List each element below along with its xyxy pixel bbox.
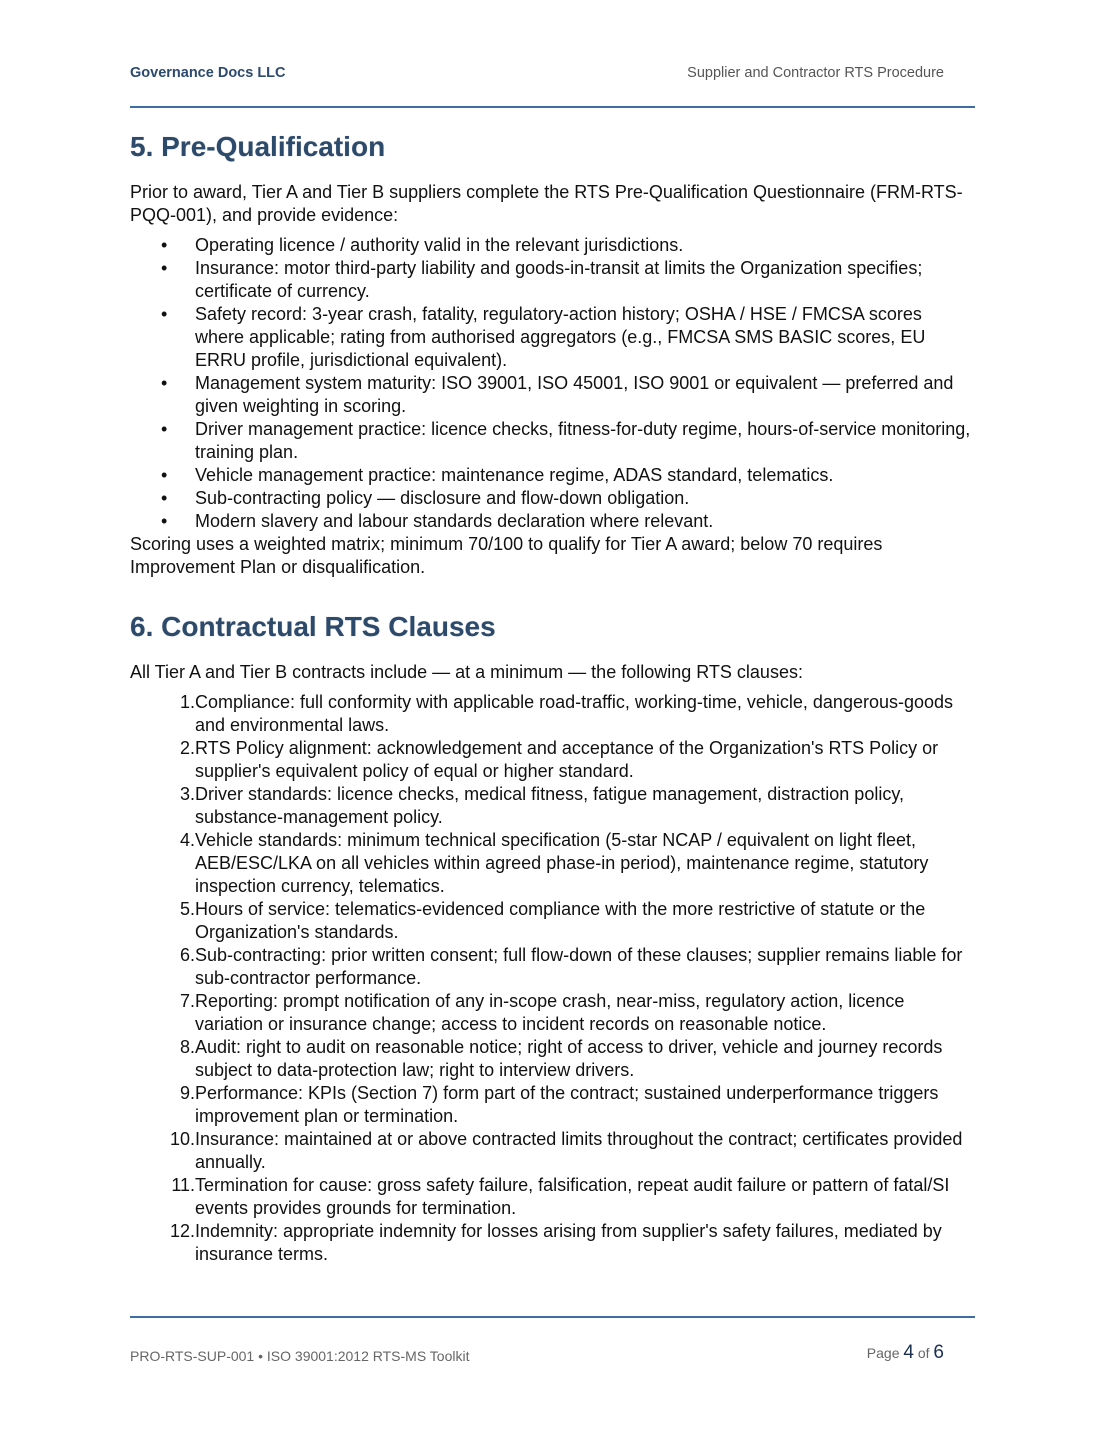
header-company-name: Governance Docs LLC (130, 65, 286, 81)
prequalification-evidence-list (130, 234, 975, 533)
list-item-text: Sub-contracting policy — disclosure and flow-down obligation. (195, 488, 690, 508)
header-document-title: Supplier and Contractor RTS Procedure (687, 65, 944, 81)
clause-text: Compliance: full conformity with applicable road-traffic, working-time, vehicle, dangerous-goods and environmental laws. (195, 692, 954, 735)
clause-text: Driver standards: licence checks, medical fitness, fatigue management, distraction policy, substance-management policy. (195, 784, 904, 827)
clause-text: Sub-contracting: prior written consent; full flow-down of these clauses; supplier remains liable for sub-contractor performance. (195, 945, 963, 988)
footer-document-reference: PRO-RTS-SUP-001 • ISO 39001:2012 RTS-MS Toolkit (130, 1348, 470, 1364)
list-item (130, 234, 975, 257)
clause-item (130, 944, 975, 990)
contract-clauses-list (130, 691, 975, 1266)
page-word: Page (866, 1345, 900, 1361)
clause-item (130, 829, 975, 898)
list-item (130, 510, 975, 533)
page-body (130, 128, 975, 1266)
clause-text: Performance: KPIs (Section 7) form part of the contract; sustained underperformance triggers improvement plan or termination. (195, 1083, 939, 1126)
bullet-icon: • (161, 258, 168, 278)
clause-number: 9. (179, 1083, 195, 1103)
list-item-text: Insurance: motor third-party liability and goods-in-transit at limits the Organization specifies; certificate of currency. (195, 258, 923, 301)
section-5-intro: Prior to award, Tier A and Tier B suppliers complete the RTS Pre-Qualification Questionnaire (FRM-RTS-PQQ-001), and provide evidence: (130, 182, 963, 225)
list-item-text: Vehicle management practice: maintenance regime, ADAS standard, telematics. (195, 465, 834, 485)
list-item (130, 487, 975, 510)
clause-number: 4. (179, 830, 195, 850)
clause-item (130, 1220, 975, 1266)
bullet-icon: • (161, 304, 168, 324)
list-item (130, 418, 975, 464)
clause-text: Insurance: maintained at or above contracted limits throughout the contract; certificates provided annually. (195, 1129, 963, 1172)
clause-item (130, 691, 975, 737)
clause-item (130, 1082, 975, 1128)
bullet-icon: • (161, 465, 168, 485)
clause-item (130, 783, 975, 829)
clause-number: 12. (169, 1221, 195, 1241)
clause-number: 6. (179, 945, 195, 965)
clause-number: 2. (179, 738, 195, 758)
clause-text: Indemnity: appropriate indemnity for losses arising from supplier's safety failures, mediated by insurance terms. (195, 1221, 942, 1264)
clause-item (130, 737, 975, 783)
clause-item (130, 1174, 975, 1220)
bullet-icon: • (161, 488, 168, 508)
scoring-paragraph: Scoring uses a weighted matrix; minimum 70/100 to qualify for Tier A award; below 70 requires Improvement Plan or disqualification. (130, 534, 883, 577)
clause-text: RTS Policy alignment: acknowledgement and acceptance of the Organization's RTS Policy or supplier's equivalent policy of equal or higher standard. (195, 738, 939, 781)
list-item (130, 372, 975, 418)
total-pages: 6 (933, 1342, 944, 1363)
clause-number: 10. (169, 1129, 195, 1149)
clause-item (130, 898, 975, 944)
bullet-icon: • (161, 373, 168, 393)
clause-text: Vehicle standards: minimum technical specification (5-star NCAP / equivalent on light fleet, AEB/ESC/LKA on all vehicles within agreed phase-in period), maintenance regime, statutory inspection currency, telematics. (195, 830, 929, 896)
list-item-text: Driver management practice: licence checks, fitness-for-duty regime, hours-of-service monitoring, training plan. (195, 419, 971, 462)
clause-number: 5. (179, 899, 195, 919)
clause-text: Audit: right to audit on reasonable notice; right of access to driver, vehicle and journey records subject to data-protection law; right to interview drivers. (195, 1037, 943, 1080)
header-divider (130, 106, 975, 108)
bullet-icon: • (161, 235, 168, 255)
bullet-icon: • (161, 511, 168, 531)
clause-number: 11. (171, 1175, 195, 1195)
footer-divider (130, 1316, 975, 1318)
current-page: 4 (903, 1342, 914, 1363)
list-item (130, 257, 975, 303)
of-word: of (917, 1345, 930, 1361)
page-number (867, 1342, 944, 1364)
bullet-icon: • (161, 419, 168, 439)
list-item (130, 464, 975, 487)
clause-item (130, 1128, 975, 1174)
list-item-text: Operating licence / authority valid in the relevant jurisdictions. (195, 235, 684, 255)
clause-number: 8. (179, 1037, 195, 1057)
list-item (130, 303, 975, 372)
list-item-text: Safety record: 3-year crash, fatality, regulatory-action history; OSHA / HSE / FMCSA scores where applicable; rating from authorised aggregators (e.g., FMCSA SMS BASIC scores, EU ERRU profile, jurisdictional equivalent). (195, 304, 926, 370)
clause-text: Termination for cause: gross safety failure, falsification, repeat audit failure or pattern of fatal/SI events provides grounds for termination. (195, 1175, 950, 1218)
clause-item (130, 1036, 975, 1082)
section-6-intro: All Tier A and Tier B contracts include — at a minimum — the following RTS clauses: (130, 662, 803, 682)
list-item-text: Modern slavery and labour standards declaration where relevant. (195, 511, 714, 531)
clause-text: Hours of service: telematics-evidenced compliance with the more restrictive of statute or the Organization's standards. (195, 899, 926, 942)
clause-number: 3. (179, 784, 195, 804)
section-6-heading: 6. Contractual RTS Clauses (130, 611, 496, 642)
list-item-text: Management system maturity: ISO 39001, ISO 45001, ISO 9001 or equivalent — preferred and given weighting in scoring. (195, 373, 954, 416)
clause-item (130, 990, 975, 1036)
section-5-heading: 5. Pre-Qualification (130, 131, 386, 162)
clause-number: 1. (179, 692, 195, 712)
clause-text: Reporting: prompt notification of any in-scope crash, near-miss, regulatory action, licence variation or insurance change; access to incident records on reasonable notice. (195, 991, 905, 1034)
clause-number: 7. (179, 991, 195, 1011)
